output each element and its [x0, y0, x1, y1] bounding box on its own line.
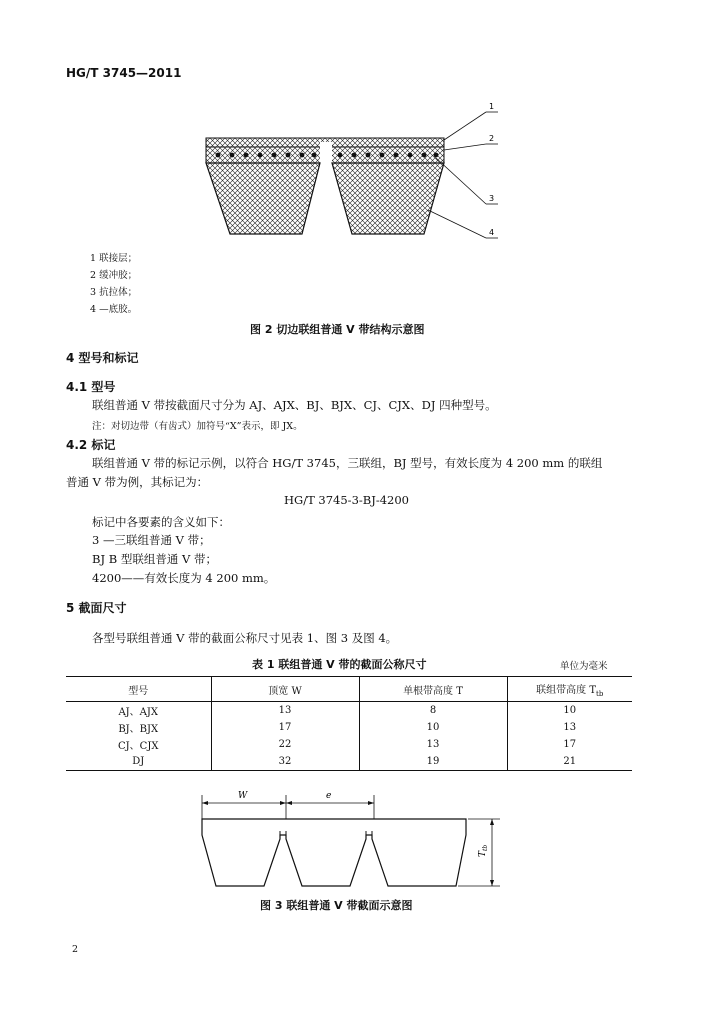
legend-item-3: 3 抗拉体；	[90, 287, 138, 298]
table-cell: DJ	[66, 753, 211, 771]
base-rubber-right	[332, 163, 444, 234]
label-t: $T_{tb}$	[478, 844, 489, 857]
col-header-joined-height: 联组带高度 $T_{tb}$	[507, 677, 632, 702]
table-cell: 13	[507, 719, 632, 736]
section-4-1-note: 注：对切边带（有齿式）加符号“X”表示，即 JX。	[92, 421, 303, 432]
table-cell: 22	[211, 736, 359, 753]
table-cell: BJ、BJX	[118, 724, 159, 735]
table-cell: 17	[211, 719, 359, 736]
callout-4: 4	[489, 228, 495, 237]
figure-3-caption: 图 3 联组普通 V 带截面示意图	[260, 899, 413, 912]
figure-2-caption: 图 2 切边联组普通 V 带结构示意图	[250, 323, 425, 336]
table-cell: 13	[211, 702, 359, 720]
base-rubber-left	[206, 163, 320, 234]
table-cell: 32	[211, 753, 359, 771]
marking-meaning-2: BJ B 型联组普通 V 带；	[92, 552, 217, 566]
callout-1: 1	[489, 102, 495, 111]
figure-3-diagram	[190, 785, 510, 893]
marking-meaning-3: 4200——有效长度为 4 200 mm。	[92, 571, 276, 585]
callout-3: 3	[489, 194, 495, 203]
section-5-heading: 5 截面尺寸	[66, 601, 127, 615]
section-5-text: 各型号联组普通 V 带的截面公称尺寸见表 1、图 3 及图 4。	[92, 631, 398, 645]
label-w: W	[238, 791, 248, 801]
col-header-type: 型号	[66, 677, 211, 702]
table-cell: AJ、AJX	[118, 707, 159, 718]
table-cell: 17	[507, 736, 632, 753]
marking-example: HG/T 3745-3-BJ-4200	[284, 493, 409, 507]
table-1-caption: 表 1 联组普通 V 带的截面公称尺寸	[252, 658, 427, 671]
table-1	[66, 676, 632, 771]
legend-item-4: 4 —底胶。	[90, 304, 138, 315]
section-4-2-para-line1: 联组普通 V 带的标记示例，以符合 HG/T 3745，三联组，BJ 型号，有效长度为 4 200 mm 的联组	[92, 456, 603, 470]
table-cell: 19	[359, 753, 507, 771]
section-4-2-para-line2: 普通 V 带为例，其标记为：	[66, 475, 209, 489]
section-4-1-heading: 4.1 型号	[66, 380, 116, 394]
table-cell: 13	[359, 736, 507, 753]
callout-2: 2	[489, 134, 495, 143]
table-row	[66, 736, 632, 753]
table-cell: 8	[359, 702, 507, 720]
label-e: e	[326, 791, 332, 801]
table-row	[66, 702, 632, 720]
belt-cross-section	[202, 819, 466, 886]
figure-2-diagram	[190, 98, 510, 246]
table-cell: CJ、CJX	[118, 741, 159, 752]
col-header-single-height: 单根带高度 T	[359, 677, 507, 702]
table-row	[66, 719, 632, 736]
section-4-heading: 4 型号和标记	[66, 351, 139, 365]
section-4-1-text: 联组普通 V 带按截面尺寸分为 AJ、AJX、BJ、BJX、CJ、CJX、DJ 四种型号。	[92, 398, 497, 412]
legend-item-1: 1 联接层；	[90, 253, 138, 264]
section-4-2-heading: 4.2 标记	[66, 438, 116, 452]
col-header-top-width: 顶宽 W	[211, 677, 359, 702]
table-cell: 10	[359, 719, 507, 736]
table-row	[66, 753, 632, 771]
table-header-row	[66, 677, 632, 702]
marking-meaning-intro: 标记中各要素的含义如下：	[92, 515, 230, 529]
page-number: 2	[72, 944, 79, 955]
standard-number: HG/T 3745—2011	[66, 66, 182, 80]
marking-meaning-1: 3 —三联组普通 V 带；	[92, 533, 211, 547]
table-cell: 10	[507, 702, 632, 720]
legend-item-2: 2 缓冲胶；	[90, 270, 138, 281]
table-cell: 21	[507, 753, 632, 771]
table-1-unit: 单位为毫米	[560, 661, 608, 672]
